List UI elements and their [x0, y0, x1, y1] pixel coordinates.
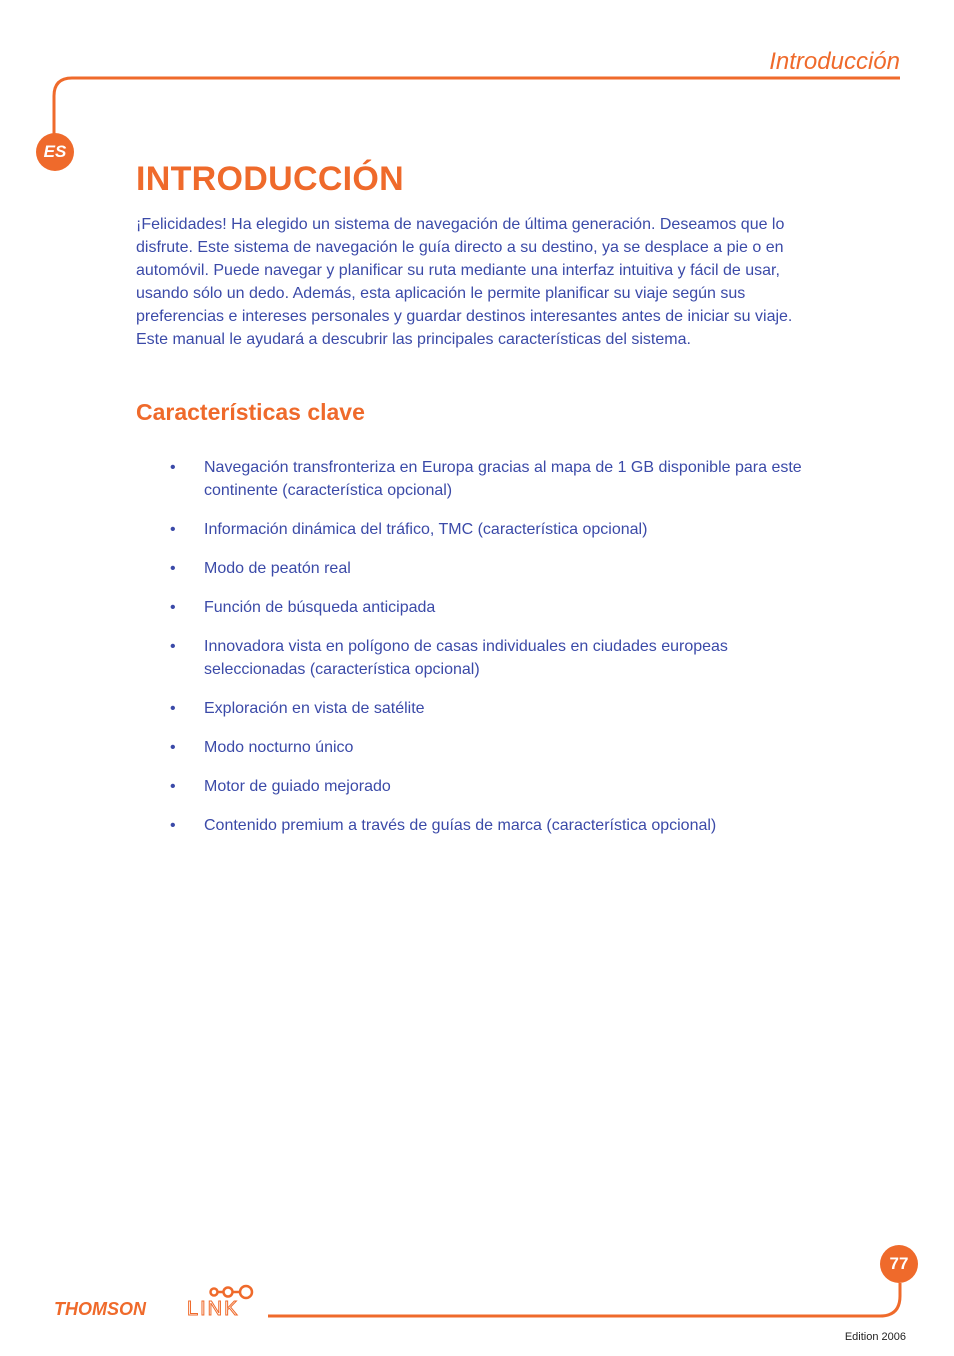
bullet-icon: • — [170, 599, 176, 616]
page-number: 77 — [880, 1245, 918, 1283]
bullet-icon: • — [170, 459, 176, 476]
list-item: • Modo de peatón real — [136, 557, 804, 580]
logo-circles-icon — [211, 1286, 253, 1298]
page-title: INTRODUCCIÓN — [136, 160, 405, 198]
bullet-icon: • — [170, 560, 176, 577]
feature-list — [136, 456, 826, 837]
bullet-icon: • — [170, 778, 176, 795]
edition-label: Edition 2006 — [844, 1331, 906, 1343]
bullet-icon: • — [170, 521, 176, 538]
logo-suffix: LINK — [187, 1298, 240, 1320]
bullet-icon: • — [170, 739, 176, 756]
logo-brand: THOMSON — [54, 1299, 146, 1319]
list-item: • Función de búsqueda anticipada — [136, 596, 804, 619]
thomson-link-logo — [54, 1282, 274, 1322]
bullet-icon: • — [170, 700, 176, 717]
list-item: • Información dinámica del tráfico, TMC (característica opcional) — [136, 518, 804, 541]
intro-paragraph: ¡Felicidades! Ha elegido un sistema de navegación de última generación. Deseamos que lo disfrute. Este sistema de navegación le guía directo a su destino, ya se desplace a pie o en automóvil. Puede navegar y planificar su ruta mediante una interfaz intuitiva y fácil de usar, usando sólo un dedo. Además, esta aplicación le permite planificar su viaje según sus preferencias e intereses personales y guardar destinos interesantes antes de iniciar su viaje. Este manual le ayudará a descubrir las principales características del sistema. — [136, 216, 793, 348]
running-header: Introducción — [769, 48, 900, 75]
bullet-icon: • — [170, 817, 176, 834]
bullet-icon: • — [170, 638, 176, 655]
list-item: • Motor de guiado mejorado — [136, 775, 804, 798]
section-title: Características clave — [136, 399, 365, 425]
main-content — [136, 160, 826, 853]
list-item: • Exploración en vista de satélite — [136, 697, 804, 720]
language-badge: ES — [36, 133, 74, 171]
list-item: • Modo nocturno único — [136, 736, 804, 759]
list-item: • Contenido premium a través de guías de marca (característica opcional) — [136, 814, 804, 837]
list-item: • Innovadora vista en polígono de casas individuales en ciudades europeas seleccionadas (característica opcional) — [136, 635, 804, 681]
list-item: • Navegación transfronteriza en Europa gracias al mapa de 1 GB disponible para este continente (característica opcional) — [136, 456, 804, 502]
